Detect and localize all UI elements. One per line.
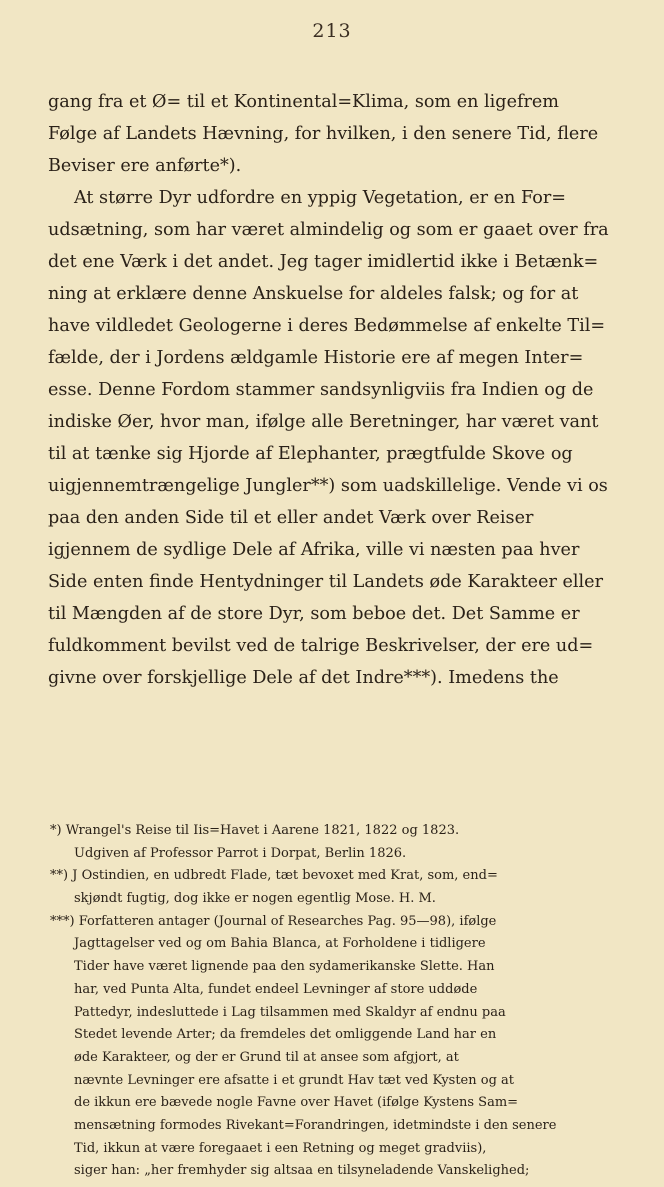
footnote-line: nævnte Levninger ere afsatte i et grundt Hav tæt ved Kysten og at bbox=[74, 1072, 515, 1088]
footnote-line: øde Karakteer, og der er Grund til at ansee som afgjort, at bbox=[74, 1049, 459, 1065]
body-line: det ene Værk i det andet. Jeg tager imidlertid ikke i Betænk= bbox=[48, 252, 599, 272]
footnote-marker: **) bbox=[50, 868, 69, 884]
footnote-line bbox=[48, 865, 633, 888]
body-line: At større Dyr udfordre en yppig Vegetation, er en For= bbox=[74, 188, 566, 208]
body-line: esse. Denne Fordom stammer sandsynligviis fra Indien og de bbox=[48, 380, 594, 400]
body-line: Følge af Landets Hævning, for hvilken, i den senere Tid, flere bbox=[48, 124, 599, 144]
footnote-line: mensætning formodes Rivekant=Forandringen, idetmindste i den senere bbox=[74, 1117, 557, 1133]
footnote-line: de ikkun ere bævede nogle Favne over Havet (ifølge Kystens Sam= bbox=[74, 1095, 519, 1111]
body-line: Beviser ere anførte*). bbox=[48, 156, 242, 176]
body-line: til Mængden af de store Dyr, som beboe det. Det Samme er bbox=[48, 604, 580, 624]
footnote-line: siger han: „her fremhyder sig altsaa en tilsyneladende Vanskelighed; bbox=[74, 1163, 530, 1179]
body-line: fælde, der i Jordens ældgamle Historie ere af megen Inter= bbox=[48, 348, 584, 368]
footnote-marker: ***) bbox=[50, 913, 75, 929]
body-line: ning at erklære denne Anskuelse for aldeles falsk; og for at bbox=[48, 284, 579, 304]
body-line: paa den anden Side til et eller andet Værk over Reiser bbox=[48, 508, 534, 528]
footnote-line: Udgiven af Professor Parrot i Dorpat, Berlin 1826. bbox=[74, 845, 407, 861]
footnote-line: Tider have været lignende paa den sydamerikanske Slette. Han bbox=[74, 959, 495, 975]
footnote-line: Tid, ikkun at være foregaaet i een Retning og meget gradviis), bbox=[74, 1140, 487, 1156]
page-number: 213 bbox=[312, 20, 352, 42]
body-line: til at tænke sig Hjorde af Elephanter, prægtfulde Skove og bbox=[48, 444, 573, 464]
footnote-text: J Ostindien, en udbredt Flade, tæt bevoxet med Krat, som, end= bbox=[72, 868, 498, 884]
body-line: udsætning, som har været almindelig og som er gaaet over fra bbox=[48, 220, 609, 240]
footnote-line: Stedet levende Arter; da fremdeles det omliggende Land har en bbox=[74, 1027, 497, 1043]
footnote-line bbox=[48, 911, 633, 934]
footnotes bbox=[48, 820, 633, 1183]
footnote-line: har, ved Punta Alta, fundet endeel Levninger af store uddøde bbox=[74, 981, 478, 997]
body-line: Side enten finde Hentydninger til Landets øde Karakteer eller bbox=[48, 572, 603, 592]
body-line: gang fra et Ø= til et Kontinental=Klima, som en ligefrem bbox=[48, 92, 559, 112]
footnote-line: Pattedyr, indesluttede i Lag tilsammen med Skaldyr af endnu paa bbox=[74, 1004, 506, 1020]
footnote-line bbox=[48, 820, 633, 843]
footnote-marker: *) bbox=[50, 823, 62, 838]
body-line: givne over forskjellige Dele af det Indre***). Imedens the bbox=[48, 668, 559, 688]
footnote-line: Jagttagelser ved og om Bahia Blanca, at Forholdene i tidligere bbox=[74, 936, 486, 952]
footnote-text: Forfatteren antager (Journal of Researches Pag. 95—98), ifølge bbox=[78, 913, 497, 929]
body-line: indiske Øer, hvor man, ifølge alle Beretninger, har været vant bbox=[48, 412, 599, 432]
footnote-line: skjøndt fugtig, dog ikke er nogen egentlig Mose. H. M. bbox=[74, 891, 436, 907]
body-text bbox=[48, 86, 623, 694]
body-line: igjennem de sydlige Dele af Afrika, ville vi næsten paa hver bbox=[48, 540, 580, 560]
body-line: uigjennemtrængelige Jungler**) som uadskillelige. Vende vi os bbox=[48, 476, 608, 496]
body-line: fuldkomment bevilst ved de talrige Beskrivelser, der ere ud= bbox=[48, 636, 594, 656]
footnote-text: Wrangel's Reise til Iis=Havet i Aarene 1821, 1822 og 1823. bbox=[65, 823, 460, 838]
body-line: have vildledet Geologerne i deres Bedømmelse af enkelte Til= bbox=[48, 316, 606, 336]
